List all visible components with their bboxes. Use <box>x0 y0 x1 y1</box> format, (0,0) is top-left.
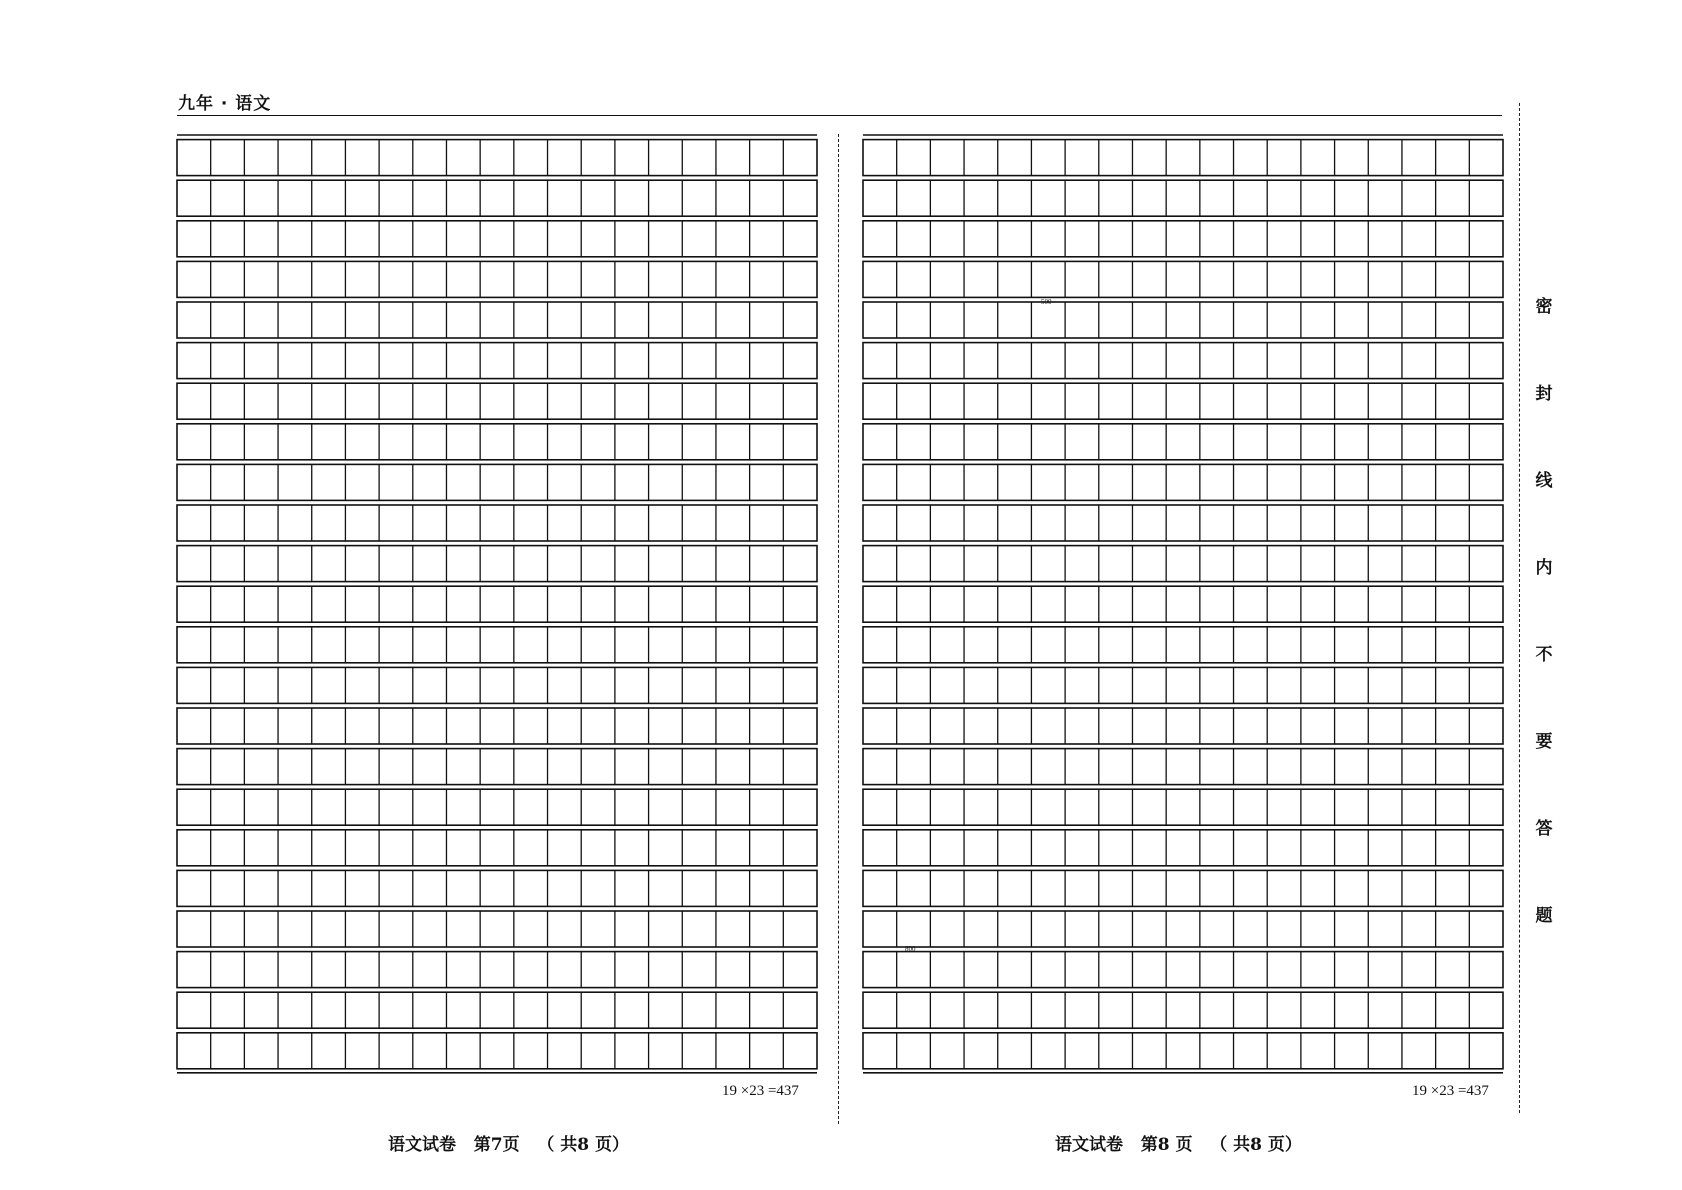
grid-row <box>863 911 1503 947</box>
page-divider <box>838 134 839 1124</box>
grid-row <box>177 140 817 176</box>
writing-grid-left <box>176 134 818 1074</box>
seal-line-notice <box>1533 296 1555 992</box>
grid-row-frame <box>863 140 1503 176</box>
grid-row-frame <box>177 749 817 785</box>
grid-row-frame <box>177 464 817 500</box>
grid-row <box>177 1033 817 1069</box>
grid-row-frame <box>177 343 817 379</box>
grid-row-frame <box>863 789 1503 825</box>
grid-row-frame <box>863 667 1503 703</box>
grid-row-frame <box>863 749 1503 785</box>
seal-char: 要 <box>1535 732 1553 752</box>
seal-char: 题 <box>1535 906 1553 926</box>
seal-char: 不 <box>1535 645 1553 665</box>
writing-grid-right-svg <box>862 134 1504 1074</box>
header-title: 九年 · 语文 <box>178 94 272 114</box>
grid-row <box>177 627 817 663</box>
grid-row <box>863 343 1503 379</box>
grid-row-frame <box>863 343 1503 379</box>
grid-row-frame <box>863 180 1503 216</box>
grid-row <box>863 221 1503 257</box>
grid-row-frame <box>177 424 817 460</box>
grid-row <box>863 749 1503 785</box>
grid-row <box>863 1033 1503 1069</box>
grid-row <box>177 424 817 460</box>
seal-char: 密 <box>1535 297 1553 317</box>
grid-row-frame <box>177 586 817 622</box>
grid-row-frame <box>177 140 817 176</box>
grid-row-frame <box>863 708 1503 744</box>
grid-row <box>177 992 817 1028</box>
grid-row-frame <box>177 708 817 744</box>
grid-row-frame <box>177 911 817 947</box>
header-rule <box>177 115 1502 116</box>
grid-row-frame <box>177 1033 817 1069</box>
grid-row <box>863 383 1503 419</box>
grid-row-frame <box>863 586 1503 622</box>
grid-row <box>177 952 817 988</box>
seal-char: 封 <box>1535 384 1553 404</box>
grid-row-frame <box>863 546 1503 582</box>
grid-row <box>863 952 1503 988</box>
grid-row <box>863 180 1503 216</box>
grid-row <box>863 870 1503 906</box>
grid-row <box>863 464 1503 500</box>
word-count-marker-800: 800 <box>905 945 916 953</box>
grid-row <box>177 708 817 744</box>
grid-row-frame <box>863 261 1503 297</box>
grid-row-frame <box>177 667 817 703</box>
grid-row <box>177 505 817 541</box>
grid-row <box>177 546 817 582</box>
grid-row-frame <box>863 221 1503 257</box>
grid-row <box>863 789 1503 825</box>
grid-row <box>177 221 817 257</box>
grid-row-frame <box>863 424 1503 460</box>
grid-row-frame <box>177 180 817 216</box>
grid-row <box>177 343 817 379</box>
grid-row-frame <box>863 911 1503 947</box>
grid-row-frame <box>863 383 1503 419</box>
grid-row-frame <box>177 302 817 338</box>
grid-row <box>177 830 817 866</box>
grid-row <box>177 586 817 622</box>
grid-row <box>863 992 1503 1028</box>
grid-row <box>863 505 1503 541</box>
grid-row <box>863 708 1503 744</box>
grid-row <box>177 789 817 825</box>
grid-row-frame <box>177 627 817 663</box>
grid-row <box>863 586 1503 622</box>
grid-row <box>177 180 817 216</box>
grid-row <box>863 140 1503 176</box>
writing-grid-right <box>862 134 1504 1074</box>
grid-row-frame <box>177 992 817 1028</box>
grid-row <box>863 261 1503 297</box>
grid-row <box>863 627 1503 663</box>
grid-row-frame <box>863 870 1503 906</box>
word-count-marker-500: 500 <box>1041 298 1052 306</box>
grid-row-frame <box>177 952 817 988</box>
grid-row-frame <box>177 383 817 419</box>
grid-row-frame <box>177 789 817 825</box>
grid-row-frame <box>863 302 1503 338</box>
grid-row-frame <box>177 546 817 582</box>
grid-row <box>177 261 817 297</box>
grid-row <box>177 870 817 906</box>
grid-row <box>177 749 817 785</box>
writing-grid-left-svg <box>176 134 818 1074</box>
grid-row <box>177 302 817 338</box>
seal-char: 答 <box>1535 819 1553 839</box>
grid-row-frame <box>177 221 817 257</box>
grid-row <box>177 464 817 500</box>
grid-row-frame <box>863 1033 1503 1069</box>
page-footer-right: 语文试卷 第8 页 （ 共8 页） <box>1055 1135 1302 1155</box>
grid-row-frame <box>177 830 817 866</box>
grid-count-right: 19 ×23 =437 <box>1412 1083 1489 1099</box>
seal-char: 内 <box>1535 558 1553 578</box>
grid-row <box>177 911 817 947</box>
grid-row <box>863 424 1503 460</box>
grid-count-left: 19 ×23 =437 <box>722 1083 799 1099</box>
grid-row <box>863 667 1503 703</box>
grid-row <box>863 546 1503 582</box>
seal-char: 线 <box>1535 471 1553 491</box>
grid-row-frame <box>863 505 1503 541</box>
grid-row <box>863 830 1503 866</box>
grid-row-frame <box>863 464 1503 500</box>
grid-row-frame <box>863 992 1503 1028</box>
grid-row <box>177 383 817 419</box>
grid-row-frame <box>177 870 817 906</box>
grid-row <box>177 667 817 703</box>
grid-row-frame <box>177 505 817 541</box>
grid-row-frame <box>863 627 1503 663</box>
grid-row-frame <box>863 830 1503 866</box>
grid-row <box>863 302 1503 338</box>
binding-line <box>1519 103 1520 1113</box>
grid-row-frame <box>177 261 817 297</box>
grid-row-frame <box>863 952 1503 988</box>
page-footer-left: 语文试卷 第7页 （ 共8 页） <box>388 1135 630 1155</box>
